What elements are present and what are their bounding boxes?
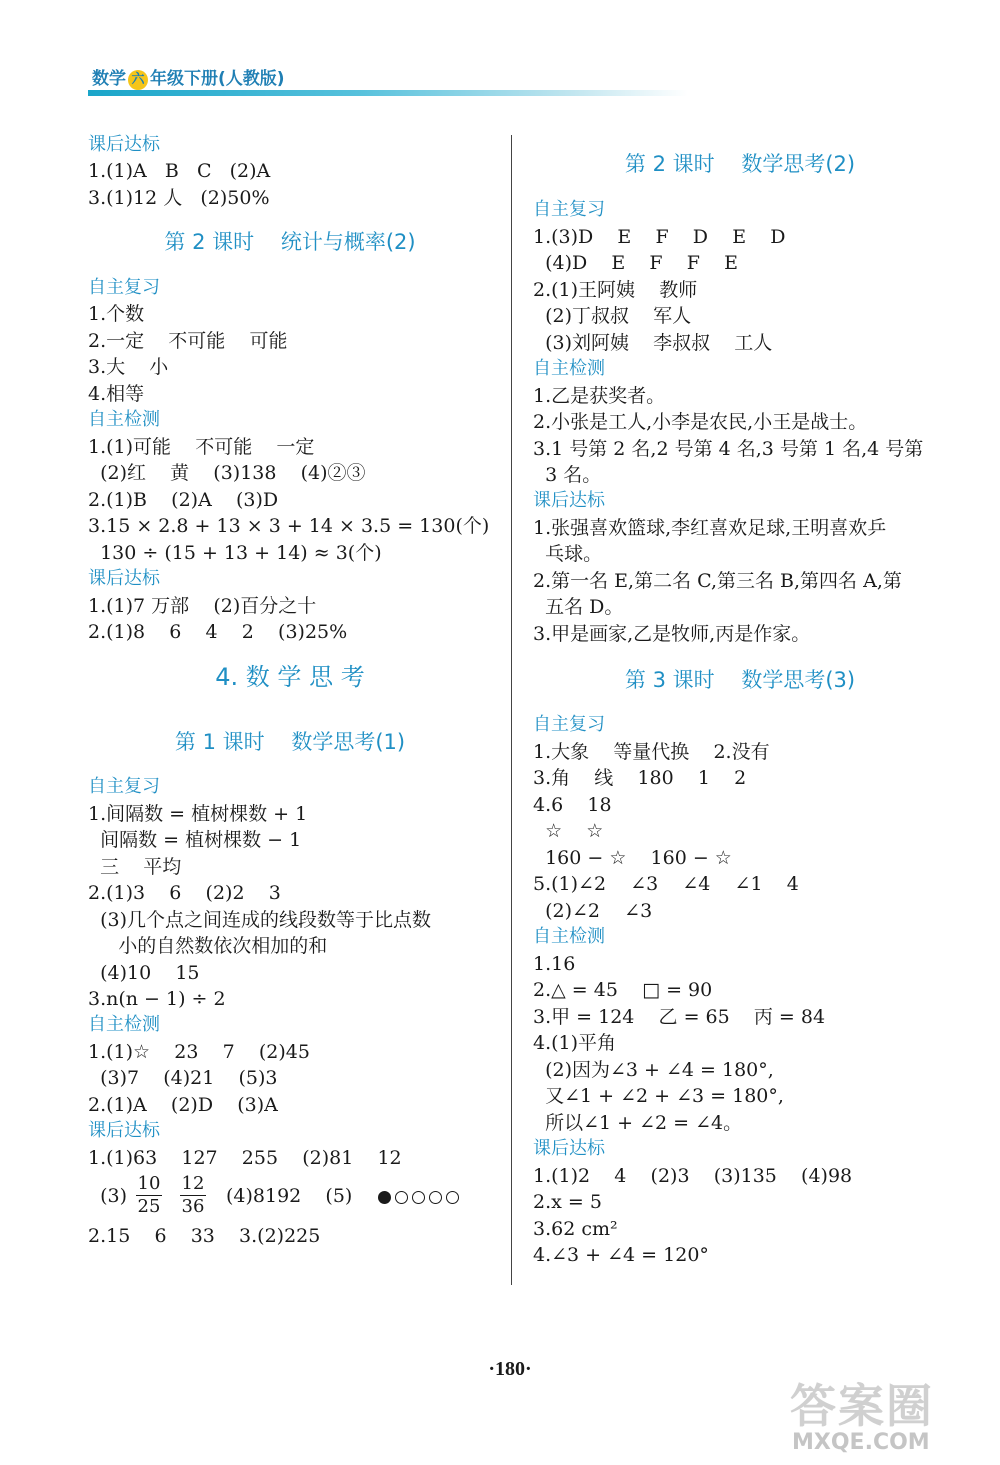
answer-line: 所以∠1 + ∠2 = ∠4。: [533, 1112, 743, 1134]
answer-line: 2.(1)B (2)A (3)D: [88, 489, 279, 511]
section-label: 自主检测: [88, 1014, 160, 1035]
answer-line: 4.相等: [88, 383, 145, 405]
answer-line: 2.(1)王阿姨 教师: [533, 279, 698, 301]
answer-line: 4.6 18: [533, 794, 612, 816]
fraction-denominator: 36: [181, 1196, 205, 1217]
answer-line: 三 平均: [88, 856, 182, 878]
answer-line: 4.(1)平角: [533, 1032, 617, 1054]
lesson-heading: 第 2 课时 数学思考(2): [624, 152, 856, 176]
watermark-logo: 答案圈: [790, 1379, 934, 1433]
section-label: 课后达标: [533, 1138, 605, 1159]
fraction-denominator: 25: [137, 1196, 161, 1217]
answer-line: 2.一定 不可能 可能: [88, 330, 288, 352]
book-title-grade: 年级下册(人教版): [150, 69, 285, 89]
empty-circle-icon: [429, 1191, 442, 1204]
answer-line: 1.大象 等量代换 2.没有: [533, 741, 770, 763]
page-number: ·180·: [488, 1358, 532, 1380]
answer-line: 3.甲 = 124 乙 = 65 丙 = 84: [533, 1006, 826, 1028]
answer-line: (4)D E F F E: [533, 252, 738, 274]
chapter-heading: 4. 数 学 思 考: [215, 663, 365, 691]
answer-line: 2.小张是工人,小李是农民,小王是战士。: [533, 411, 868, 433]
lesson-heading: 第 2 课时 统计与概率(2): [164, 230, 416, 254]
section-label: 自主复习: [88, 277, 160, 298]
filled-circle-icon: [378, 1191, 391, 1204]
answer-line: 1.(1)可能 不可能 一定: [88, 436, 315, 458]
section-label: 课后达标: [88, 134, 160, 155]
watermark: [790, 1370, 990, 1460]
answer-line: 3.甲是画家,乙是牧师,丙是作家。: [533, 623, 811, 645]
section-label: 自主检测: [533, 926, 605, 947]
answer-line: 1.(1)2 4 (2)3 (3)135 (4)98: [533, 1165, 853, 1187]
fraction: [180, 1174, 206, 1217]
answer-line: 3.n(n − 1) ÷ 2: [88, 988, 226, 1010]
answer-line: 3.1 号第 2 名,2 号第 4 名,3 号第 1 名,4 号第: [533, 438, 924, 460]
answer-line: (3)刘阿姨 李叔叔 工人: [533, 332, 773, 354]
answer-line: (4)8192 (5): [226, 1185, 353, 1207]
answer-line: 1.(1)A B C (2)A: [88, 160, 271, 182]
answer-line: (2)丁叔叔 军人: [533, 305, 692, 327]
answer-line: 2.x = 5: [533, 1191, 602, 1213]
header-bar: [88, 90, 688, 96]
lesson-heading: 第 1 课时 数学思考(1): [174, 730, 406, 754]
answer-line: (3): [88, 1185, 127, 1207]
empty-circle-icon: [446, 1191, 459, 1204]
answer-line: (2)红 黄 (3)138 (4)②③: [88, 462, 366, 484]
fraction: [136, 1174, 162, 1217]
answer-line: 130 ÷ (15 + 13 + 14) ≈ 3(个): [88, 542, 382, 564]
answer-line: 小的自然数依次相加的和: [88, 935, 328, 957]
answer-line: 1.(1)7 万部 (2)百分之十: [88, 595, 317, 617]
empty-circle-icon: [395, 1191, 408, 1204]
answer-line: 1.(3)D E F D E D: [533, 226, 786, 248]
circle-sequence: [378, 1187, 463, 1206]
answer-line: 2.(1)8 6 4 2 (3)25%: [88, 621, 348, 643]
answer-line: 1.间隔数 = 植树棵数 + 1: [88, 803, 308, 825]
section-label: 课后达标: [88, 1120, 160, 1141]
answer-line: 4.∠3 + ∠4 = 120°: [533, 1244, 709, 1266]
answer-line: 五名 D。: [533, 596, 624, 618]
section-label: 自主检测: [533, 358, 605, 379]
answer-line: 3.大 小: [88, 356, 169, 378]
empty-circle-icon: [412, 1191, 425, 1204]
answer-line: 2.(1)3 6 (2)2 3: [88, 882, 281, 904]
book-title-subject: 数学: [92, 69, 126, 89]
answer-line: 2.15 6 33 3.(2)225: [88, 1225, 321, 1247]
grade-badge: 六: [128, 70, 148, 90]
answer-line: 160 − ☆ 160 − ☆: [533, 847, 732, 869]
answer-line: 5.(1)∠2 ∠3 ∠4 ∠1 4: [533, 873, 799, 895]
book-title: [92, 64, 285, 90]
section-label: 自主复习: [533, 714, 605, 735]
fraction-numerator: 10: [137, 1173, 161, 1194]
answer-line: 3.15 × 2.8 + 13 × 3 + 14 × 3.5 = 130(个): [88, 515, 490, 537]
answer-line: 1.(1)63 127 255 (2)81 12: [88, 1147, 402, 1169]
answer-line: (2)∠2 ∠3: [533, 900, 653, 922]
answer-line: 1.个数: [88, 303, 145, 325]
answer-line: (4)10 15: [88, 962, 200, 984]
page-header: [88, 60, 688, 104]
answer-line: ☆ ☆: [533, 820, 604, 842]
answer-line: 2.第一名 E,第二名 C,第三名 B,第四名 A,第: [533, 570, 902, 592]
answer-line: 乓球。: [533, 543, 603, 565]
answer-line: 2.(1)A (2)D (3)A: [88, 1094, 278, 1116]
answer-line: 又∠1 + ∠2 + ∠3 = 180°,: [533, 1085, 784, 1107]
answer-line: 1.张强喜欢篮球,李红喜欢足球,王明喜欢乒: [533, 517, 887, 539]
section-label: 自主检测: [88, 409, 160, 430]
answer-line: 1.16: [533, 953, 576, 975]
answer-line: 1.乙是获奖者。: [533, 385, 666, 407]
watermark-url: MXQE.COM: [792, 1430, 930, 1455]
answer-line: 间隔数 = 植树棵数 − 1: [88, 829, 302, 851]
lesson-heading: 第 3 课时 数学思考(3): [624, 668, 856, 692]
answer-line: (3)7 (4)21 (5)3: [88, 1067, 278, 1089]
answer-line: (3)几个点之间连成的线段数等于比点数: [88, 909, 431, 931]
section-label: 课后达标: [88, 568, 160, 589]
section-label: 自主复习: [533, 199, 605, 220]
answer-line: 1.(1)☆ 23 7 (2)45: [88, 1041, 310, 1063]
answer-line: 3.(1)12 人 (2)50%: [88, 187, 270, 209]
column-divider: [511, 135, 512, 1285]
answer-line: 3.62 cm²: [533, 1218, 618, 1240]
answer-line: 2.△ = 45 □ = 90: [533, 979, 713, 1001]
answer-line: 3.角 线 180 1 2: [533, 767, 747, 789]
answer-line: (2)因为∠3 + ∠4 = 180°,: [533, 1059, 774, 1081]
fraction-numerator: 12: [181, 1173, 205, 1194]
section-label: 课后达标: [533, 490, 605, 511]
answer-line: 3 名。: [533, 464, 602, 486]
section-label: 自主复习: [88, 776, 160, 797]
